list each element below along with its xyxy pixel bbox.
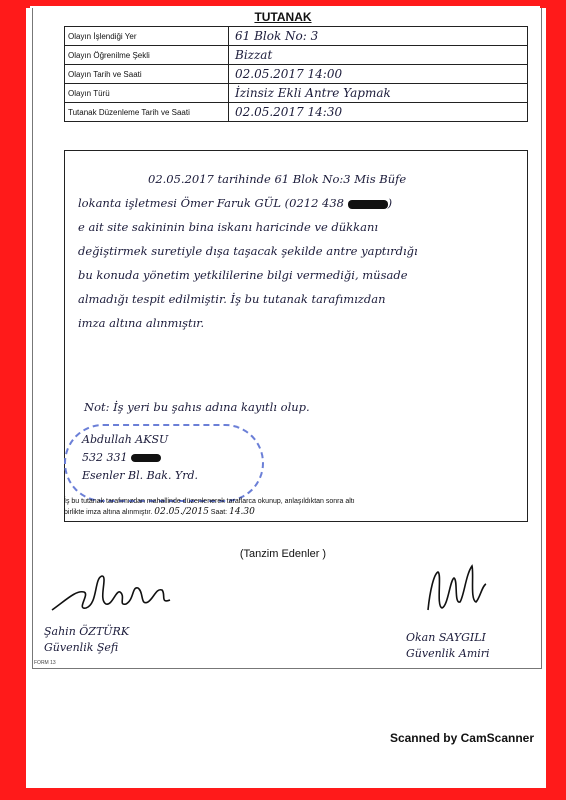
field-label: Olayın Tarih ve Saati [65, 65, 229, 84]
form-number: FORM 13 [34, 660, 56, 666]
body-line: değiştirmek suretiyle dışa taşacak şekilde antre yaptırdığı [78, 244, 418, 258]
left-signatory [44, 624, 129, 656]
footnote-line-2 [64, 507, 524, 518]
field-value: 61 Blok No: 3 [229, 27, 528, 46]
body-line: lokanta işletmesi Ömer Faruk GÜL (0212 438 ) [78, 196, 393, 210]
body-line: e ait site sakininin bina iskanı haricinde ve dükkanı [78, 220, 379, 234]
tanzim-edenler-label: (Tanzim Edenler ) [239, 548, 327, 560]
body-line: imza altına alınmıştır. [78, 316, 205, 330]
field-label: Tutanak Düzenleme Tarih ve Saati [65, 103, 229, 122]
table-row [65, 65, 528, 84]
footnote-saat: 14.30 [229, 507, 255, 517]
camscanner-watermark: Scanned by CamScanner [389, 731, 534, 745]
body-line-text: lokanta işletmesi Ömer Faruk GÜL (0212 438 [78, 196, 344, 210]
circled-contact [82, 431, 198, 485]
red-frame-left [0, 0, 26, 800]
left-signatory-title: Güvenlik Şefi [44, 641, 119, 654]
left-signatory-name: Şahin ÖZTÜRK [44, 625, 130, 638]
field-label: Olayın İşlendiği Yer [65, 27, 229, 46]
info-table [64, 26, 528, 122]
right-signatory-name: Okan SAYGILI [406, 631, 486, 644]
field-value: Bizzat [229, 46, 528, 65]
document-title: TUTANAK [254, 10, 312, 24]
red-frame-right [546, 0, 566, 800]
right-signatory [406, 630, 490, 662]
footnote-line-1: İş bu tutanak tarafımızdan mahallinde düzenlenerek taraflarca okunup, anlaşıldıktan sonra altı [64, 498, 355, 505]
contact-name: Abdullah AKSU [82, 433, 169, 446]
right-signatory-title: Güvenlik Amiri [406, 647, 490, 660]
footnote-prefix: birlikte imza altına alınmıştır. [64, 509, 153, 516]
footnote-date: 02.05./2015 [154, 507, 209, 517]
note-text: Not: İş yeri bu şahıs adına kayıtlı olup. [84, 400, 310, 414]
footnote-saat-label: Saat: [210, 509, 228, 516]
field-value: 02.05.2017 14:00 [229, 65, 528, 84]
table-row [65, 103, 528, 122]
right-signature-icon [420, 560, 500, 630]
body-line: almadığı tespit edilmiştir. İş bu tutanak tarafımızdan [78, 292, 386, 306]
field-value: 02.05.2017 14:30 [229, 103, 528, 122]
table-row [65, 46, 528, 65]
contact-address: Esenler Bl. Bak. Yrd. [82, 469, 199, 482]
report-body-text [78, 172, 524, 340]
contact-phone: 532 331 [82, 451, 128, 464]
body-line: 02.05.2017 tarihinde 61 Blok No:3 Mis Büfe [148, 172, 407, 186]
field-value: İzinsiz Ekli Antre Yapmak [229, 84, 528, 103]
field-label: Olayın Öğrenilme Şekli [65, 46, 229, 65]
table-row [65, 84, 528, 103]
footnote [64, 496, 524, 518]
body-line: bu konuda yönetim yetkililerine bilgi vermediği, müsade [78, 268, 408, 282]
redaction-mark [131, 454, 161, 462]
red-frame-bottom [0, 788, 566, 800]
table-row [65, 27, 528, 46]
redaction-mark [348, 200, 388, 209]
left-signature-icon [46, 570, 176, 620]
field-label: Olayın Türü [65, 84, 229, 103]
contact-phone-line [82, 449, 198, 467]
